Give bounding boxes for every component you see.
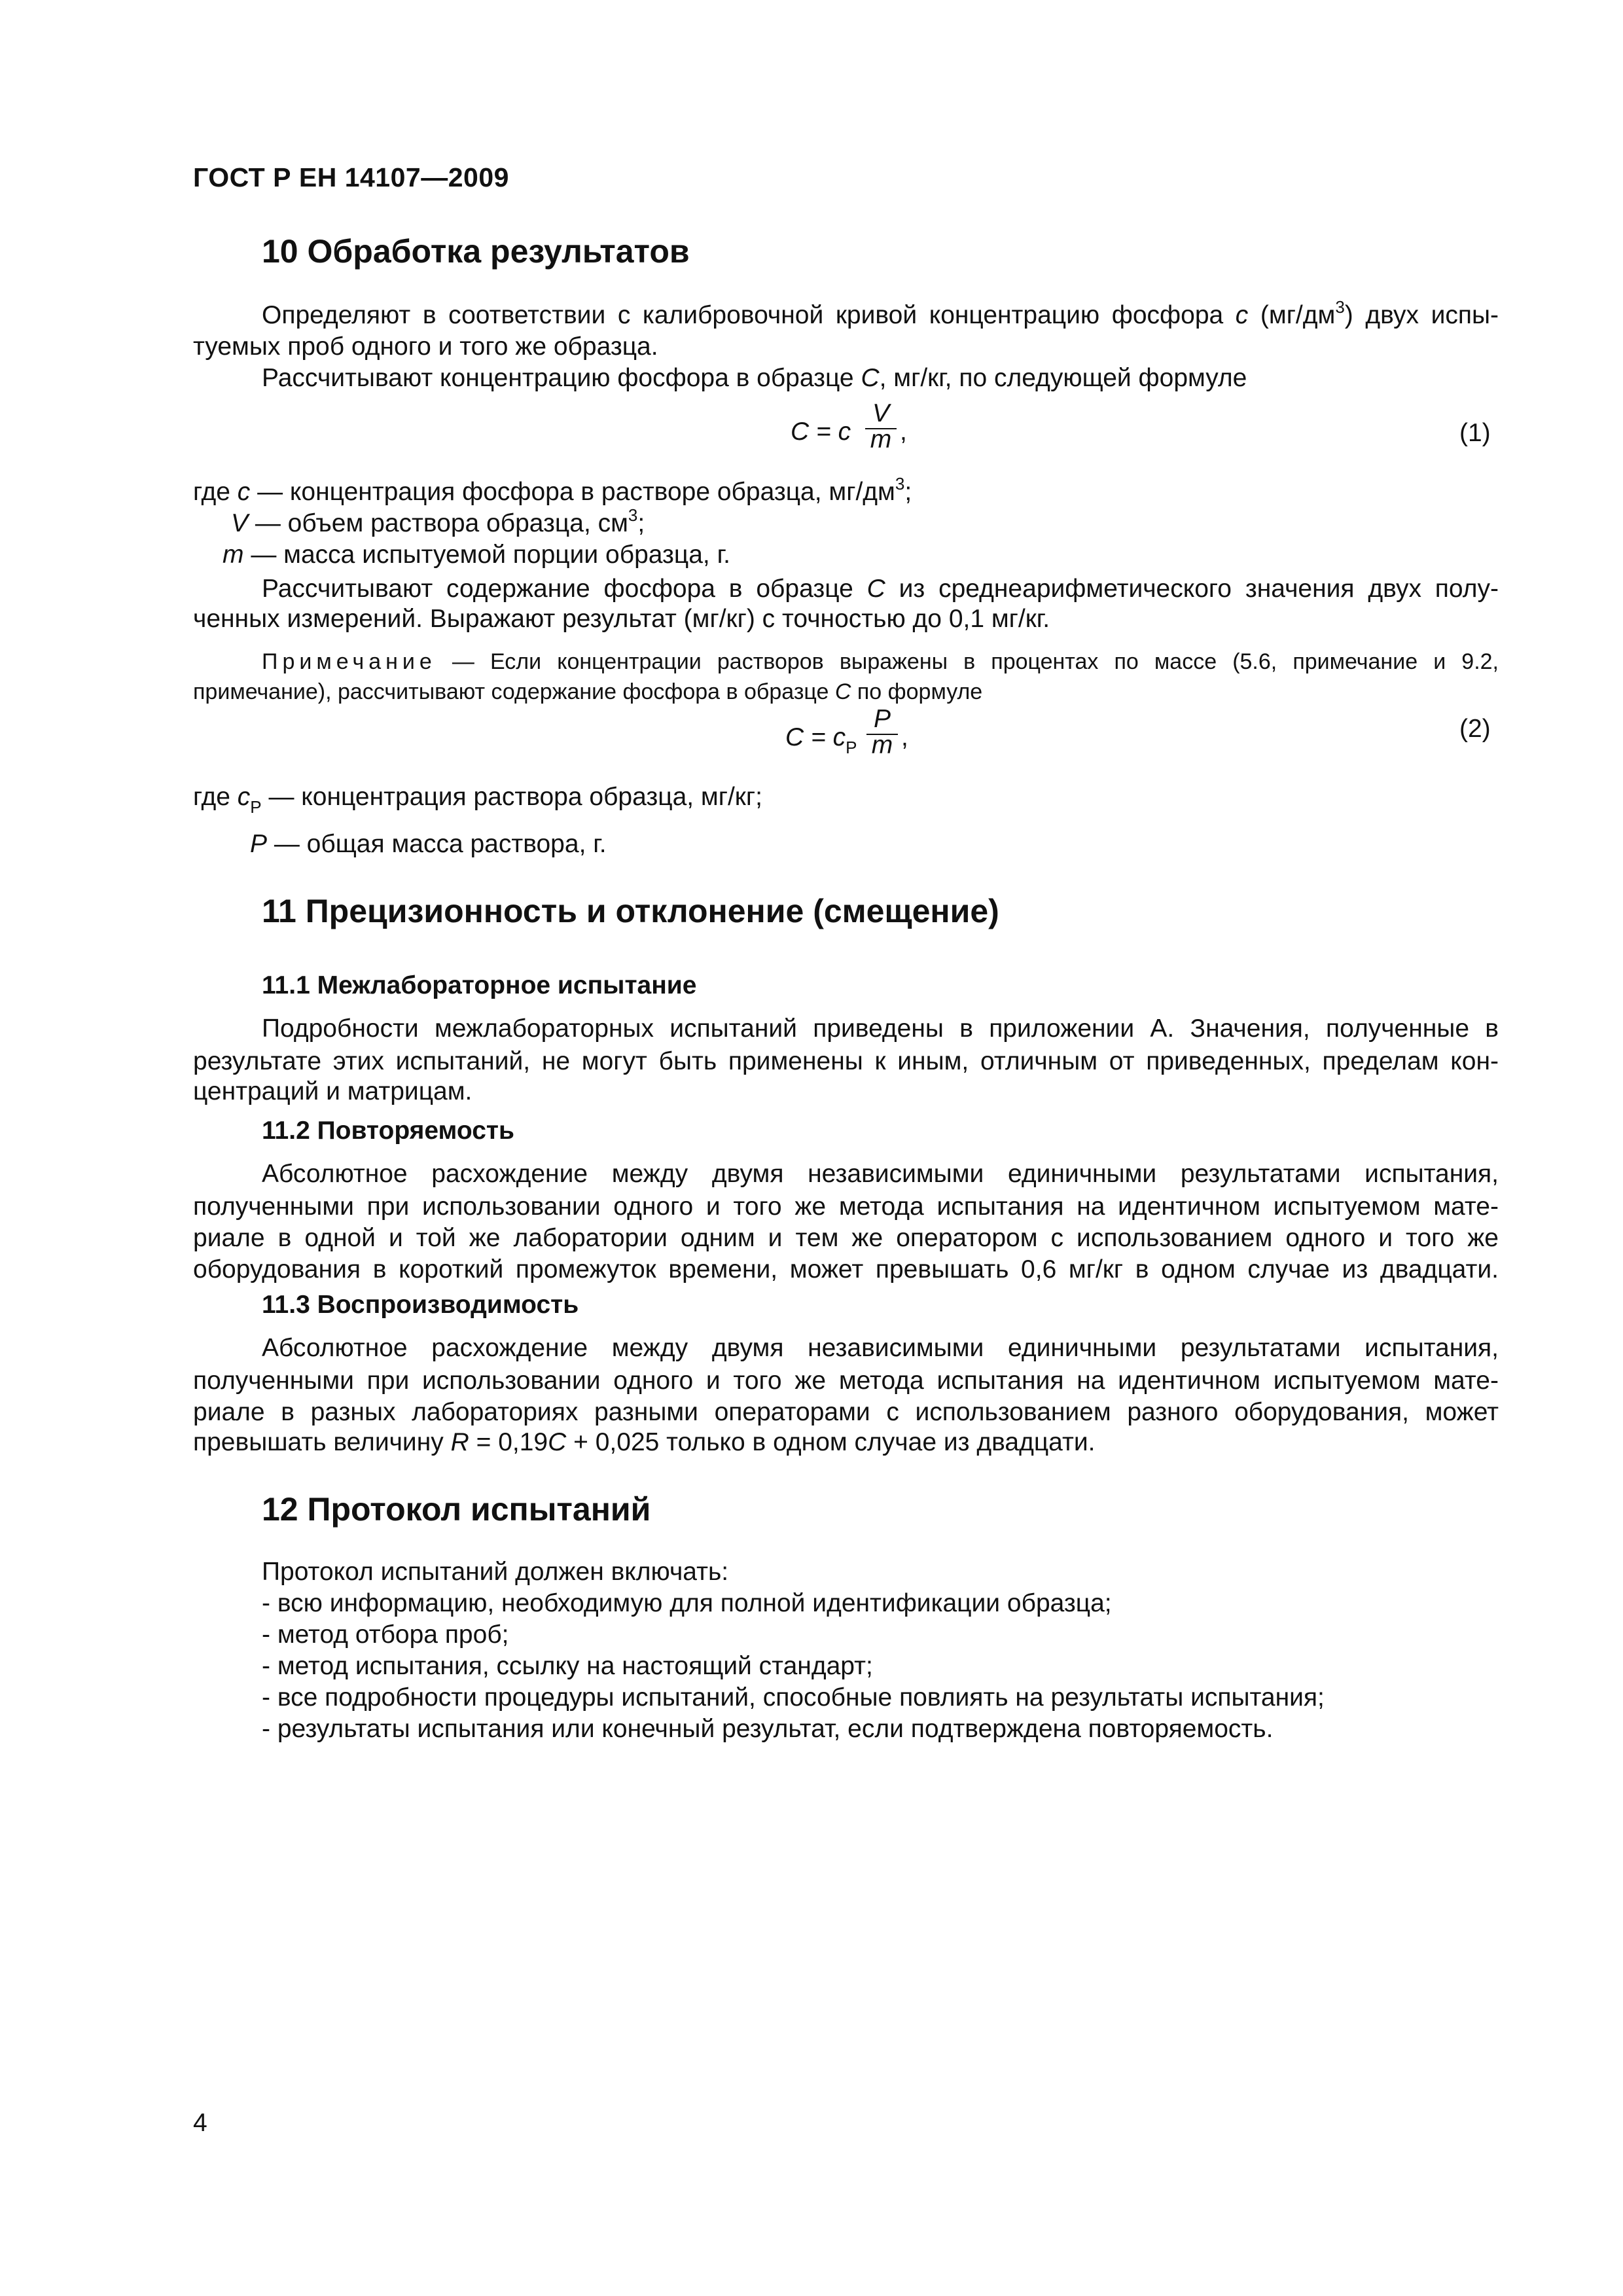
- s11-1-line-1: Подробности межлабораторных испытаний приведены в приложении А. Значения, полученные в: [262, 1014, 1499, 1043]
- note-line-1: Примечание — Если концентрации растворов выражены в процентах по массе (5.6, примечание и 9.2,: [262, 649, 1499, 674]
- where-m-line: m — масса испытуемой порции образца, г.: [223, 541, 730, 569]
- formula-1-numerator: V: [872, 399, 889, 427]
- section-11-heading: 11 Прецизионность и отклонение (смещение): [262, 893, 999, 929]
- where-cp-line: где $c_P$ — концентрация раствора образца, мг/кг;: [193, 783, 762, 817]
- s12-list-item: - всю информацию, необходимую для полной идентификации образца;: [262, 1589, 1112, 1617]
- s10-paragraph-1-line-2: туемых проб одного и того же образца.: [193, 332, 658, 361]
- formula-1-fraction: [861, 399, 901, 454]
- section-11-3-heading: 11.3 Воспроизводимость: [262, 1291, 579, 1319]
- s12-list-item: - все подробности процедуры испытаний, способные повлиять на результаты испытания;: [262, 1683, 1325, 1712]
- note-label: Примечание: [262, 649, 437, 674]
- formula-2-number: (2): [1459, 715, 1491, 743]
- s11-3-line-1: Абсолютное расхождение между двумя независимыми единичными результатами испытания,: [262, 1334, 1499, 1362]
- s11-3-line-2: полученными при использовании одного и того же метода испытания на идентичном испытуемом мате-: [193, 1367, 1499, 1395]
- s11-2-line-1: Абсолютное расхождение между двумя независимыми единичными результатами испытания,: [262, 1160, 1499, 1188]
- where-c-line: где c — концентрация фосфора в растворе образца, $мг/дм^3$;: [193, 474, 912, 506]
- formula-2-numerator: P: [873, 705, 891, 733]
- s11-2-line-3: риале в одной и той же лаборатории одним и тем же оператором с использованием одного и того же: [193, 1224, 1499, 1252]
- s11-3-line-3: риале в разных лабораториях разными операторами с использованием разного оборудования, может: [193, 1398, 1499, 1426]
- formula-2-lhs: $C = c_P$: [785, 723, 857, 757]
- section-12-heading: 12 Протокол испытаний: [262, 1491, 651, 1528]
- where-p-line: P — общая масса раствора, г.: [250, 830, 607, 858]
- formula-1-lhs: C = c: [791, 418, 851, 446]
- s11-1-line-3: центраций и матрицам.: [193, 1077, 473, 1105]
- s10-paragraph-2: Рассчитывают концентрацию фосфора в образце C, мг/кг, по следующей формуле: [262, 364, 1247, 392]
- s12-intro: Протокол испытаний должен включать:: [262, 1558, 729, 1586]
- section-10-heading: 10 Обработка результатов: [262, 233, 690, 270]
- s11-2-line-4: оборудования в короткий промежуток времени, может превышать 0,6 мг/кг в одном случае из двадцати.: [193, 1255, 1499, 1283]
- s12-list-item: - результаты испытания или конечный результат, если подтверждена повторяемость.: [262, 1715, 1274, 1743]
- formula-1-denominator: m: [870, 425, 892, 454]
- s10-paragraph-3-line-2: ченных измерений. Выражают результат (мг/кг) с точностью до 0,1 мг/кг.: [193, 605, 1050, 633]
- section-11-1-heading: 11.1 Межлабораторное испытание: [262, 971, 697, 999]
- where-v-line: V — объем раствора образца, $см^3$;: [231, 505, 645, 537]
- formula-2-comma: ,: [901, 723, 908, 751]
- formula-2-denominator: m: [871, 731, 893, 759]
- s11-3-line-4: превышать величину R = 0,19C + 0,025 только в одном случае из двадцати.: [193, 1428, 1096, 1456]
- s11-2-line-2: полученными при использовании одного и того же метода испытания на идентичном испытуемом мате-: [193, 1193, 1499, 1221]
- formula-1-comma: ,: [900, 418, 907, 446]
- document-header: ГОСТ Р ЕН 14107—2009: [193, 162, 509, 192]
- formula-2-fraction: [863, 705, 902, 760]
- formula-1-number: (1): [1459, 419, 1491, 447]
- note-line-2: примечание), рассчитывают содержание фосфора в образце C по формуле: [193, 679, 983, 704]
- page-number: 4: [193, 2109, 207, 2137]
- s10-paragraph-1-line-1: Определяют в соответствии с калибровочной кривой концентрацию фосфора c $(мг/дм^3)$ двух испы-: [262, 297, 1499, 329]
- s11-1-line-2: результате этих испытаний, не могут быть применены к иным, отличным от приведенных, пределам кон-: [193, 1047, 1499, 1075]
- section-11-2-heading: 11.2 Повторяемость: [262, 1117, 514, 1145]
- s12-list-item: - метод отбора проб;: [262, 1621, 509, 1649]
- s12-list-item: - метод испытания, ссылку на настоящий стандарт;: [262, 1652, 873, 1680]
- s10-paragraph-3-line-1: Рассчитывают содержание фосфора в образце C из среднеарифметического значения двух полу-: [262, 575, 1499, 603]
